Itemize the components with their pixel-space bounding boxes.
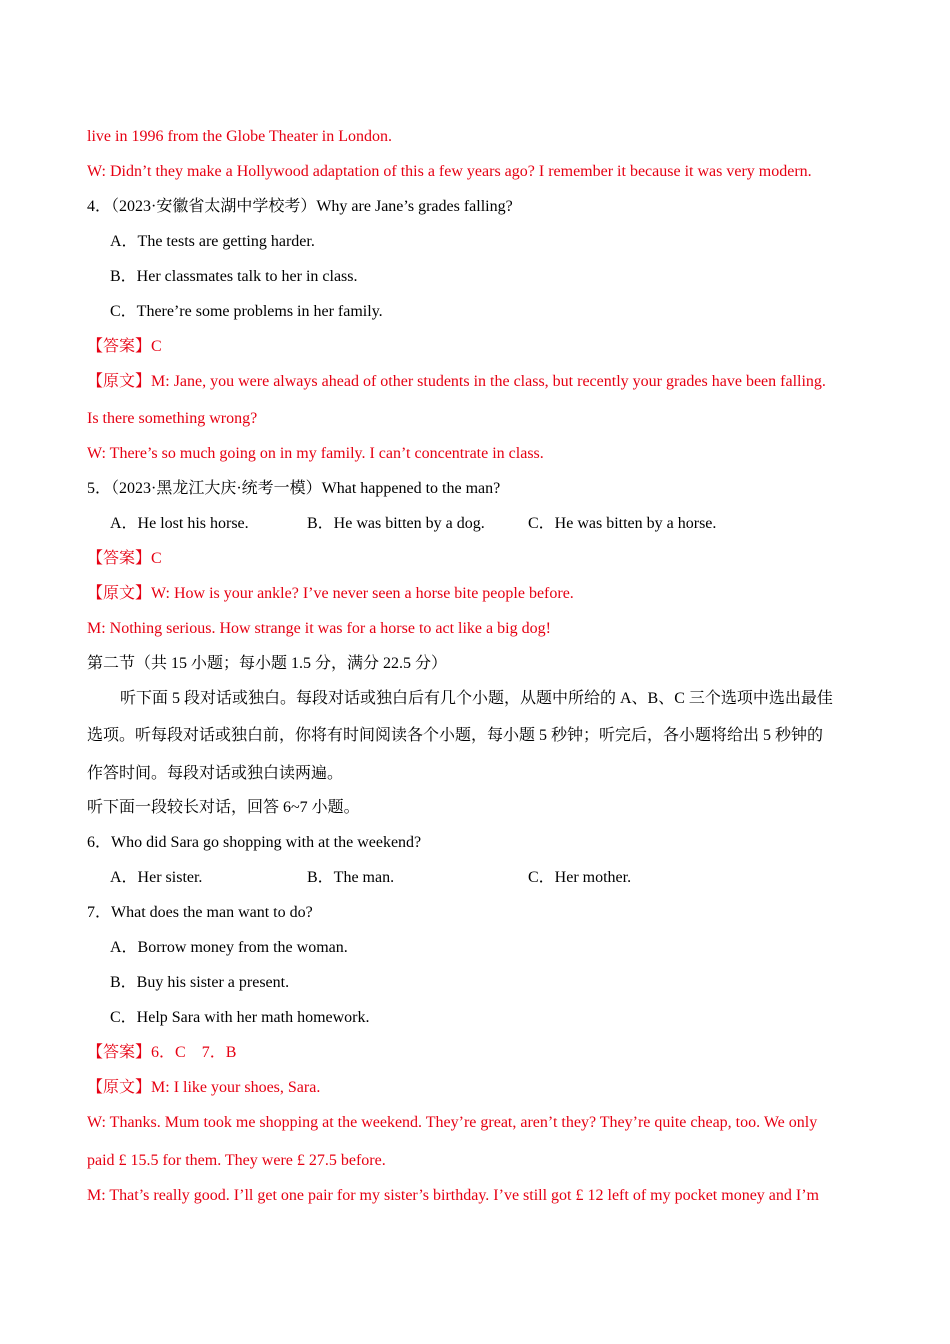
transcript-text: W: How is your ankle? I’ve never seen a horse bite people before. [151,585,574,602]
transcript-line: W: Thanks. Mum took me shopping at the weekend. They’re great, aren’t they? They’re quite cheap, too. We only [87,1114,818,1131]
question-5-option-b: B．He was bitten by a dog. [307,515,485,532]
question-6-option-b: B．The man. [307,869,395,886]
instruction-text: 选项。听每段对话或独白前，你将有时间阅读各个小题，每小题 5 秒钟；听完后，各小题将给出 5 秒钟的 [87,727,824,744]
instruction-text: 作答时间。每段对话或独白读两遍。 [87,765,344,782]
question-7-option-b: B．Buy his sister a present. [110,974,290,991]
transcript-line [87,372,826,392]
answer-tag: 【答案】 [87,550,152,567]
question-6-option-a: A．Her sister. [110,869,203,886]
instruction-text: 听下面一段较长对话，回答 6~7 小题。 [87,799,360,816]
question-5-option-c: C．He was bitten by a horse. [528,515,717,532]
transcript-line: paid £ 15.5 for them. They were £ 27.5 before. [87,1152,386,1169]
question-4-option-a: A．The tests are getting harder. [110,233,315,250]
question-6: 6．Who did Sara go shopping with at the weekend? [87,834,422,851]
question-7: 7．What does the man want to do? [87,904,313,921]
question-7-option-a: A．Borrow money from the woman. [110,939,348,956]
transcript-line: W: There’s so much going on in my family. I can’t concentrate in class. [87,445,544,462]
answer-value: 6．C 7．B [151,1044,237,1061]
transcript-line: M: Nothing serious. How strange it was for a horse to act like a big dog! [87,620,551,637]
answer-line [87,549,162,569]
question-4-option-c: C．There’re some problems in her family. [110,303,383,320]
section-heading: 第二节（共 15 小题；每小题 1.5 分，满分 22.5 分） [87,655,448,672]
transcript-tag: 【原文】 [87,585,152,602]
question-5: 5．（2023·黑龙江大庆·统考一模）What happened to the man? [87,480,501,497]
answer-value: C [151,338,162,355]
question-7-option-c: C．Help Sara with her math homework. [110,1009,370,1026]
transcript-line: M: That’s really good. I’ll get one pair for my sister’s birthday. I’ve still got £ 12 left of my pocket money and I’m [87,1187,819,1204]
transcript-line [87,584,574,604]
answer-tag: 【答案】 [87,1044,152,1061]
transcript-tag: 【原文】 [87,1079,152,1096]
question-5-option-a: A．He lost his horse. [110,515,249,532]
transcript-line: live in 1996 from the Globe Theater in London. [87,128,392,145]
transcript-line: W: Didn’t they make a Hollywood adaptation of this a few years ago? I remember it because it was very modern. [87,163,812,180]
transcript-tag: 【原文】 [87,373,152,390]
transcript-line: Is there something wrong? [87,410,258,427]
transcript-text: M: I like your shoes, Sara. [151,1079,321,1096]
transcript-text: M: Jane, you were always ahead of other students in the class, but recently your grades have been falling. [151,373,826,390]
question-6-option-c: C．Her mother. [528,869,632,886]
answer-value: C [151,550,162,567]
answer-tag: 【答案】 [87,338,152,355]
answer-line [87,1043,236,1063]
answer-line [87,337,162,357]
transcript-line [87,1078,320,1098]
question-4: 4．（2023·安徽省太湖中学校考）Why are Jane’s grades falling? [87,198,513,215]
instruction-text: 听下面 5 段对话或独白。每段对话或独白后有几个小题，从题中所给的 A、B、C 三个选项中选出最佳 [120,690,833,707]
question-4-option-b: B．Her classmates talk to her in class. [110,268,358,285]
